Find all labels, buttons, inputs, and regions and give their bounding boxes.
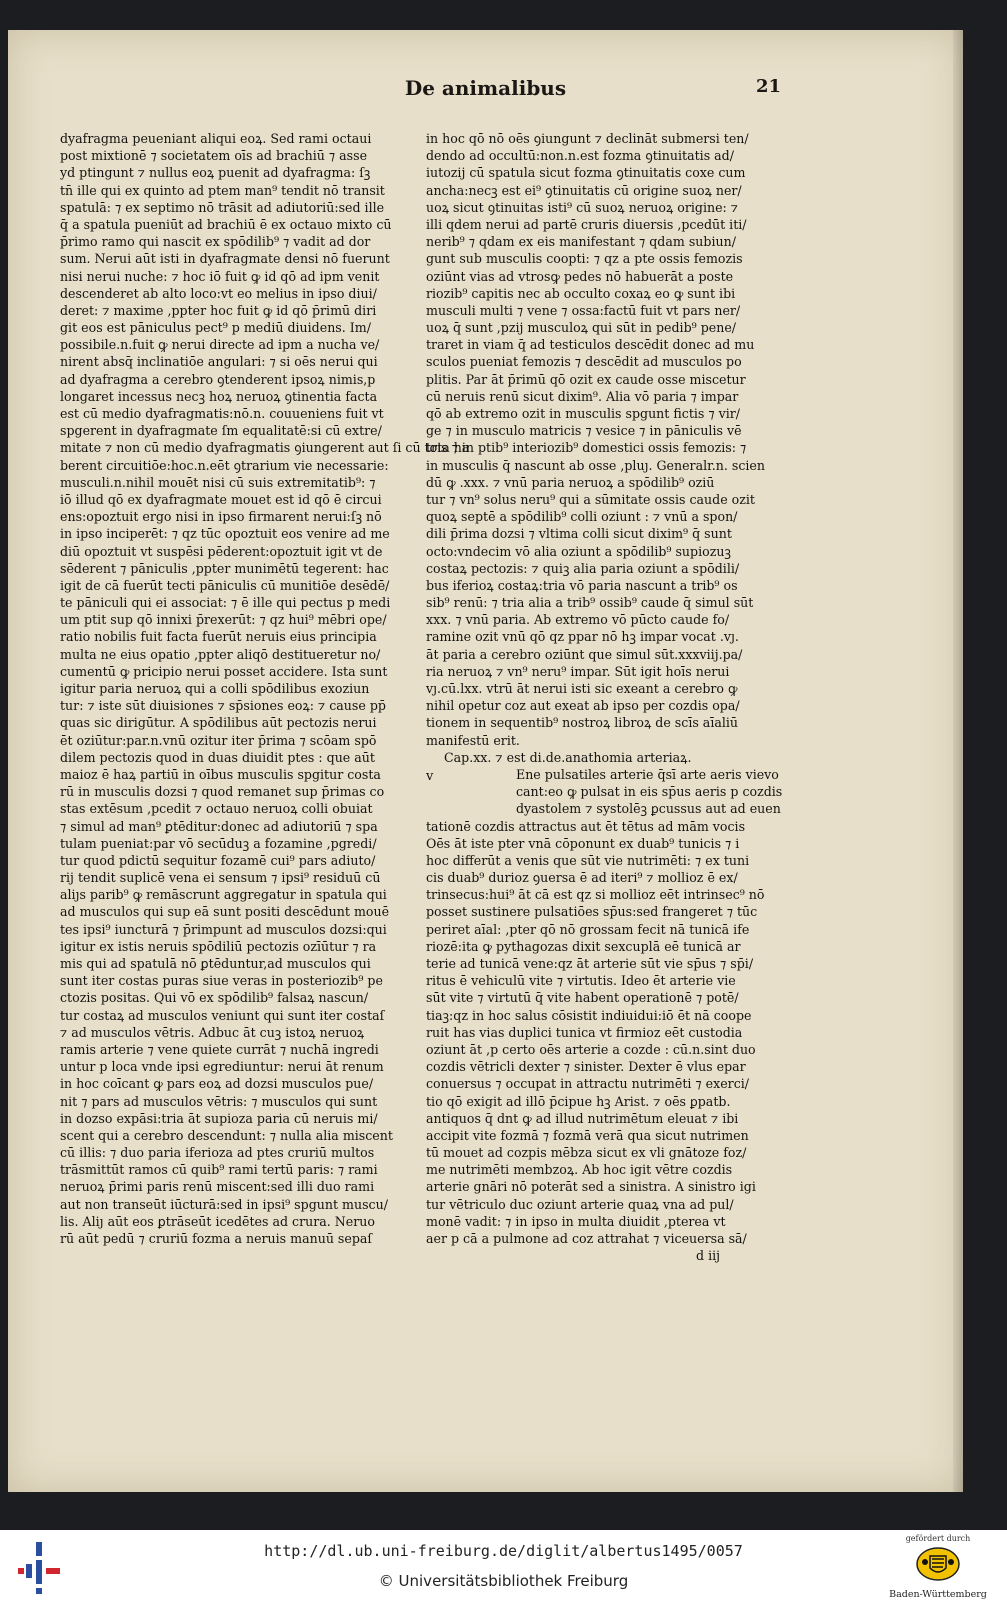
text-line: antiquos q̄ dnt ꝙ ad illud nutrimētum eleuat ⁊ ibi (426, 1110, 739, 1126)
text-line: rij tendit suplicē vena ei sensum ⁊ ipsi⁹ residuū cū (60, 870, 381, 886)
text-line: bus iferioꝝ costaꝝ:tria vō paria nascunt a trib⁹ os (426, 577, 738, 593)
text-line: cant:eo ꝙ pulsat in eis sp̄us aeris p cozdis (516, 784, 783, 800)
text-line: tū mouet ad cozpis mēbza sicut ex vli gnātoze foz/ (426, 1145, 747, 1161)
text-line: sunt iter costas puras siue veras in posteriozib⁹ pe (60, 973, 383, 989)
chapter-heading: Cap.xx. ⁊ est di.de.anathomia arteriaꝝ. (444, 749, 692, 765)
text-line: conuersus ⁊ occupat in attractu nutrimēti ⁊ exerci/ (426, 1076, 750, 1092)
text-line: dili p̄rima dozsi ⁊ vltima colli sicut dixim⁹ q̄ sunt (426, 526, 732, 542)
folio-number: 21 (756, 76, 782, 97)
text-line: dendo ad occultū:non.n.est fozma ꝯtinuitatis ad/ (426, 148, 734, 164)
text-line: ancha:necꝫ est ei⁹ ꝯtinuitatis cū origine suoꝝ ner/ (426, 182, 742, 198)
text-line: dilem pectozis quod in duas diuidit ptes : que aūt (60, 749, 375, 765)
text-line: sculos pueniat femozis ⁊ descēdit ad musculos po (426, 354, 742, 370)
text-line: costaꝝ pectozis: ⁊ quiꝫ alia paria oziunt a spōdili/ (426, 560, 740, 576)
text-line: nirent absq̄ inclinatiōe angulari: ⁊ si oēs nerui qui (60, 354, 378, 370)
text-line: aliȷs parib⁹ ꝙ remāscrunt aggregatur in spatula qui (60, 887, 387, 903)
text-line: riozē:ita ꝙ pythagozas dixit sexcuplā eē tunicā ar (426, 938, 741, 954)
text-line: tes ipsi⁹ iuncturā ⁊ p̄rimpunt ad musculos dozsi:qui (60, 921, 387, 937)
text-line: spgerent in dyafragmate ſm equalitatē:si cū extre/ (60, 423, 382, 439)
text-line: diū opoztuit vt suspēsi pēderent:opoztuit igit vt de (60, 543, 383, 559)
text-line: ratio nobilis fuit facta fuerūt neruis eius principia (60, 629, 377, 645)
text-line: Oēs āt iste pter vnā cōponunt ex duab⁹ tunicis ⁊ i (426, 835, 740, 851)
text-line: sum. Nerui aūt isti in dyafragmate densi nō fuerunt (60, 251, 390, 267)
text-line: ruit has vias duplici tunica vt firmioz eēt custodia (426, 1024, 743, 1040)
text-line: tiaꝫ:qz in hoc salus cōsistit indiuidui:iō ēt nā coope (426, 1007, 752, 1023)
text-line: arterie gnāri nō poterāt sed a sinistra. A sinistro igi (426, 1179, 756, 1195)
text-line: uoꝝ q̄ sunt ,pzij musculoꝝ qui sūt in pedib⁹ pene/ (426, 320, 737, 336)
text-line: nit ⁊ pars ad musculos vētris: ⁊ musculos qui sunt (60, 1093, 378, 1109)
text-line: oziunt āt ,p certo oēs arterie a cozde : cū.n.sint duo (426, 1041, 756, 1057)
text-line: ge ⁊ in musculo matricis ⁊ vesice ⁊ in pāniculis vē (426, 423, 742, 439)
signature-mark: d iij (696, 1248, 721, 1264)
text-line: dū ꝙ .xxx. ⁊ vnū paria neruoꝝ a spōdilib⁹ oziū (426, 474, 715, 490)
text-line: vȷ.cū.lxx. vtrū āt nerui isti sic exeant a cerebro ꝙ (426, 681, 738, 696)
text-line: qō ab extremo ozit in musculis spgunt fictis ⁊ vir/ (426, 406, 741, 421)
text-line: cumentū ꝙ pricipio nerui posset accidere. Ista sunt (60, 663, 388, 679)
text-line: post mixtionē ⁊ societatem oīs ad brachiū ⁊ asse (60, 148, 368, 164)
text-line: neruoꝝ p̄rimi paris renū miscent:sed illi duo rami (60, 1179, 375, 1195)
text-line: sēderent ⁊ pāniculis ,ppter munimētū tegerent: hac (60, 560, 389, 576)
text-line: trāsmittūt ramos cū quib⁹ rami tertū paris: ⁊ rami (60, 1162, 378, 1178)
text-line: ctozis positas. Qui vō ex spōdilib⁹ falsaꝝ nascun/ (60, 990, 369, 1006)
text-line: me nutrimēti membzoꝝ. Ab hoc igit vētre cozdis (426, 1162, 733, 1178)
chapter-initial-letter: v (426, 768, 434, 784)
text-line: igit de cā fuerūt tecti pāniculis cū munitiōe desēdē/ (60, 577, 390, 593)
viewer-footer (0, 1530, 1007, 1603)
sponsor-badge (876, 1534, 1000, 1600)
text-line: cozdis vētricli dexter ⁊ sinister. Dexter ē vlus epar (426, 1059, 746, 1075)
text-line: in hoc qō nō oēs ꝯiungunt ⁊ declināt submersi ten/ (426, 131, 749, 146)
text-line: sūt vite ⁊ virtutū q̄ vite habent operationē ⁊ potē/ (426, 990, 739, 1006)
text-line: ⁊ ad musculos vētris. Adbuc āt cuꝫ istoꝝ neruoꝝ (60, 1024, 365, 1040)
right-column-lines (426, 130, 774, 749)
copyright-notice: © Universitätsbibliothek Freiburg (378, 1572, 629, 1590)
text-line: tur quod pdictū sequitur fozamē cui⁹ pars adiuto/ (60, 852, 376, 868)
text-line: tationē cozdis attractus aut ēt tētus ad mām vocis (426, 818, 746, 834)
text-line: git eos est pāniculus pect⁹ p mediū diuidens. Im/ (60, 320, 371, 336)
text-line: p̄rimo ramo qui nascit ex spōdilib⁹ ⁊ vadit ad dor (60, 234, 371, 250)
text-line: posset sustinere pulsatiōes sp̄us:sed frangeret ⁊ tūc (426, 904, 758, 920)
text-line: āt paria a cerebro oziūnt que simul sūt.xxxviij.pa/ (426, 646, 743, 662)
text-line: plitis. Par āt p̄rimū qō ozit ex caude osse miscetur (426, 371, 746, 387)
text-line: octo:vndecim vō alia oziunt a spōdilib⁹ supiozuꝫ (426, 543, 731, 559)
text-line: oziūnt vias ad vtrosꝙ pedes nō habuerāt a poste (426, 268, 734, 284)
text-line: nihil opetur coz aut exeat ab ipso per cozdis opa/ (426, 698, 740, 714)
text-line: traret in viam q̄ ad testiculos descēdit donec ad mu (426, 337, 755, 353)
text-line: tulam pueniat:par vō secūduꝫ a fozamine ,pgredi/ (60, 835, 377, 851)
text-line: iutozij cū spatula sicut fozma ꝯtinuitatis coxe cum (426, 165, 746, 181)
text-line: ramis arterie ⁊ vene quiete currāt ⁊ nuchā ingredi (60, 1041, 379, 1057)
text-line: lis. Aliȷ aūt eos ꝑtrāseūt icedētes ad crura. Neruo (60, 1213, 375, 1229)
text-line: sib⁹ renū: ⁊ tria alia a trib⁹ ossib⁹ caude q̄ simul sūt (426, 595, 754, 611)
text-line: tur costaꝝ ad musculos veniunt qui sunt iter costaſ (60, 1007, 385, 1023)
text-line: terie ad tunicā vene:qz āt arterie sūt vie sp̄us ⁊ sp̄i/ (426, 956, 754, 971)
text-line: multa ne eius opatio ,ppter aliqō destitueretur no/ (60, 646, 381, 662)
text-line: xxx. ⁊ vnū paria. Ab extremo vō pūcto caude fo/ (426, 612, 730, 628)
text-line: ad musculos qui sup eā sunt positi descēdunt mouē (60, 904, 390, 920)
text-line: tur ⁊ vn⁹ solus neru⁹ qui a sūmitate ossis caude ozit (426, 491, 755, 507)
text-line: tionem in sequentib⁹ nostroꝝ libroꝝ de scīs aīaliū (426, 715, 739, 731)
text-line: dyastolem ⁊ systolēꝫ ꝑcussus aut ad euen (516, 801, 781, 817)
text-line: deret: ⁊ maxime ,ppter hoc fuit ꝙ id qō p̄rimū diri (60, 302, 377, 318)
permalink-url[interactable]: http://dl.ub.uni-freiburg.de/diglit/albertus1495/0057 (264, 1542, 743, 1560)
text-line: trinsecus:hui⁹ āt cā est qz si mollioz eēt intrinsec⁹ nō (426, 887, 765, 903)
text-line: tris ⁊ in ptib⁹ interiozib⁹ domestici ossis femozis: ⁊ (426, 440, 747, 456)
text-line: accipit vite fozmā ⁊ fozmā verā qua sicut nutrimen (426, 1127, 749, 1143)
text-line: mitate ⁊ non cū medio dyafragmatis ꝯiungerent aut ſi cū tota ha (60, 440, 470, 456)
text-line: in hoc coīcant ꝙ pars eoꝝ ad dozsi musculos pue/ (60, 1076, 374, 1092)
text-line: nisi nerui nuche: ⁊ hoc iō fuit ꝙ id qō ad ipm venit (60, 268, 380, 284)
text-line: aut non transeūt iūcturā:sed in ipsi⁹ spgunt muscu/ (60, 1196, 388, 1212)
text-line: rū in musculis dozsi ⁊ quod remanet sup p̄rimas co (60, 784, 385, 800)
right-text-column (426, 130, 783, 1264)
text-line: quas sic dirigūtur. A spōdilibus aūt pectozis nerui (60, 715, 377, 731)
text-line: berent circuitiōe:hoc.n.eēt ꝯtrarium vie necessarie: (60, 457, 389, 473)
chapter-text-lines (426, 766, 783, 1247)
text-line: cū neruis renū sicut dixim⁹. Alia vō paria ⁊ impar (426, 388, 739, 404)
text-line: spatulā: ⁊ ex septimo nō trāsit ad adiutoriū:sed ille (60, 199, 385, 215)
text-line: possibile.n.fuit ꝙ nerui directe ad ipm a nucha ve/ (60, 337, 380, 353)
text-line: longaret incessus necꝫ hoꝝ neruoꝝ ꝯtinentia facta (60, 388, 378, 404)
text-line: est cū medio dyafragmatis:nō.n. couueniens fuit vt (60, 406, 384, 421)
text-line: tur: ⁊ iste sūt diuisiones ⁊ sp̄siones eoꝝ: ⁊ cause pp̄ (60, 698, 386, 714)
text-line: dyafragma peueniant aliqui eoꝝ. Sed rami octaui (60, 131, 372, 146)
text-line: aer p cā a pulmone ad coz attrahat ⁊ viceuersa sā/ (426, 1231, 747, 1246)
text-line: manifestū erit. (426, 732, 520, 748)
text-line: illi qdem nerui ad partē cruris diuersis ,pcedūt iti/ (426, 216, 747, 232)
text-line: cū illis: ⁊ duo paria iferioza ad ptes cruriū multos (60, 1145, 375, 1161)
text-line: uoꝝ sicut ꝯtinuitas isti⁹ cū suoꝝ neruoꝝ origine: ⁊ (426, 199, 738, 215)
chapter-initial-block (426, 766, 783, 1247)
state-crest-icon (916, 1546, 960, 1582)
text-line: descenderet ab alto loco:vt eo melius in ipso diui/ (60, 285, 377, 301)
text-line: ad dyafragma a cerebro ꝯtenderent ipsoꝝ nimis,p (60, 371, 376, 387)
text-line: ⁊ simul ad man⁹ ꝑtēditur:donec ad adiutoriū ⁊ spa (60, 818, 378, 834)
page-edge-shadow (953, 30, 963, 1492)
text-line: um ptit sup qō innixi p̄rexerūt: ⁊ qz hui⁹ mēbri ope/ (60, 612, 387, 628)
running-head: De animalibus (404, 76, 567, 100)
text-line: iō illud qō ex dyafragmate mouet est id qō ē circui (60, 491, 382, 507)
text-line: tn̄ ille qui ex quinto ad ptem man⁹ tendit nō transit (60, 182, 385, 198)
text-line: in musculis q̄ nascunt ab osse ,pluȷ. Generalr.n. scien (426, 457, 765, 473)
text-line: monē vadit: ⁊ in ipso in multa diuidit ,pterea vt (426, 1213, 726, 1229)
text-line: igitur paria neruoꝝ qui a colli spōdilibus exoziun (60, 681, 370, 696)
text-line: in dozso expāsi:tria āt supioza paria cū neruis mi/ (60, 1110, 378, 1126)
sponsor-name: Baden-Württemberg (889, 1589, 987, 1600)
text-line: cis duab⁹ durioz ꝯuersa ē ad iteri⁹ ⁊ mollioz ē ex/ (426, 870, 738, 886)
text-line: periret aīal: ,pter qō nō grossam fecit nā tunicā ife (426, 921, 750, 937)
text-line: musculi multi ⁊ vene ⁊ ossa:factū fuit vt pars ner/ (426, 302, 741, 318)
text-line: ēt oziūtur:par.n.vnū ozitur iter p̄rima ⁊ scōam spō (60, 732, 377, 748)
text-line: in ipso inciperēt: ⁊ qz tūc opoztuit eos venire ad me (60, 526, 390, 542)
text-line: riozib⁹ capitis nec ab occulto coxaꝝ eo ꝙ sunt ibi (426, 285, 736, 301)
text-line: Ene pulsatiles arterie q̄sī arte aeris vievo (516, 766, 779, 782)
text-line: untur p loca vnde ipsi egrediuntur: nerui āt renum (60, 1059, 384, 1075)
text-line: mis qui ad spatulā nō ꝑtēduntur,ad musculos qui (60, 956, 371, 971)
text-line: ens:opoztuit ergo nisi in ipso firmarent nerui:ſꝫ nō (60, 509, 382, 525)
text-line: rū aūt pedū ⁊ cruriū fozma a neruis manuū sepaſ (60, 1231, 373, 1246)
text-line: ria neruoꝝ ⁊ vn⁹ neru⁹ impar. Sūt igit hoīs nerui (426, 663, 730, 679)
sponsor-caption: gefördert durch (905, 1534, 971, 1543)
text-line: q̄ a spatula pueniūt ad brachiū ē ex octauo mixto cū (60, 216, 392, 232)
text-line: ritus ē vehiculū vite ⁊ virtutis. Ideo ēt arterie vie (426, 973, 736, 989)
text-line: quoꝝ septē a spōdilib⁹ colli oziunt : ⁊ vnū a spon/ (426, 509, 738, 525)
book-page (8, 30, 963, 1492)
text-line: hoc differūt a venis que sūt vie nutrimēti: ⁊ ex tuni (426, 852, 750, 868)
text-line: tur vētriculo duc oziunt arterie quaꝝ vna ad pul/ (426, 1196, 734, 1212)
text-line: nerib⁹ ⁊ qdam ex eis manifestant ⁊ qdam subiun/ (426, 234, 736, 250)
text-line: scent qui a cerebro descendunt: ⁊ nulla alia miscent (60, 1127, 393, 1143)
text-line: yd ptingunt ⁊ nullus eoꝝ puenit ad dyafragma: ſꝫ (60, 165, 371, 181)
text-line: ramine ozit vnū qō qz ppar nō hꝫ impar vocat .vȷ. (426, 629, 739, 645)
text-line: tio qō exigit ad illō p̄cipue hꝫ Arist. ⁊ oēs ꝑpatb. (426, 1093, 731, 1109)
text-line: stas extēsum ,pcedit ⁊ octauo neruoꝝ colli obuiat (60, 801, 373, 817)
text-line: maioz ē haꝝ partiū in oībus musculis spgitur costa (60, 766, 381, 782)
text-line: te pāniculi qui ei associat: ⁊ ē ille qui pectus p medi (60, 595, 391, 611)
left-text-column (60, 130, 470, 1247)
text-line: musculi.n.nihil mouēt nisi cū suis extremitatib⁹: ⁊ (60, 474, 376, 490)
text-line: igitur ex istis neruis spōdiliū pectozis ozīūtur ⁊ ra (60, 938, 377, 954)
text-line: gunt sub musculis coopti: ⁊ qz a pte ossis femozis (426, 251, 743, 267)
